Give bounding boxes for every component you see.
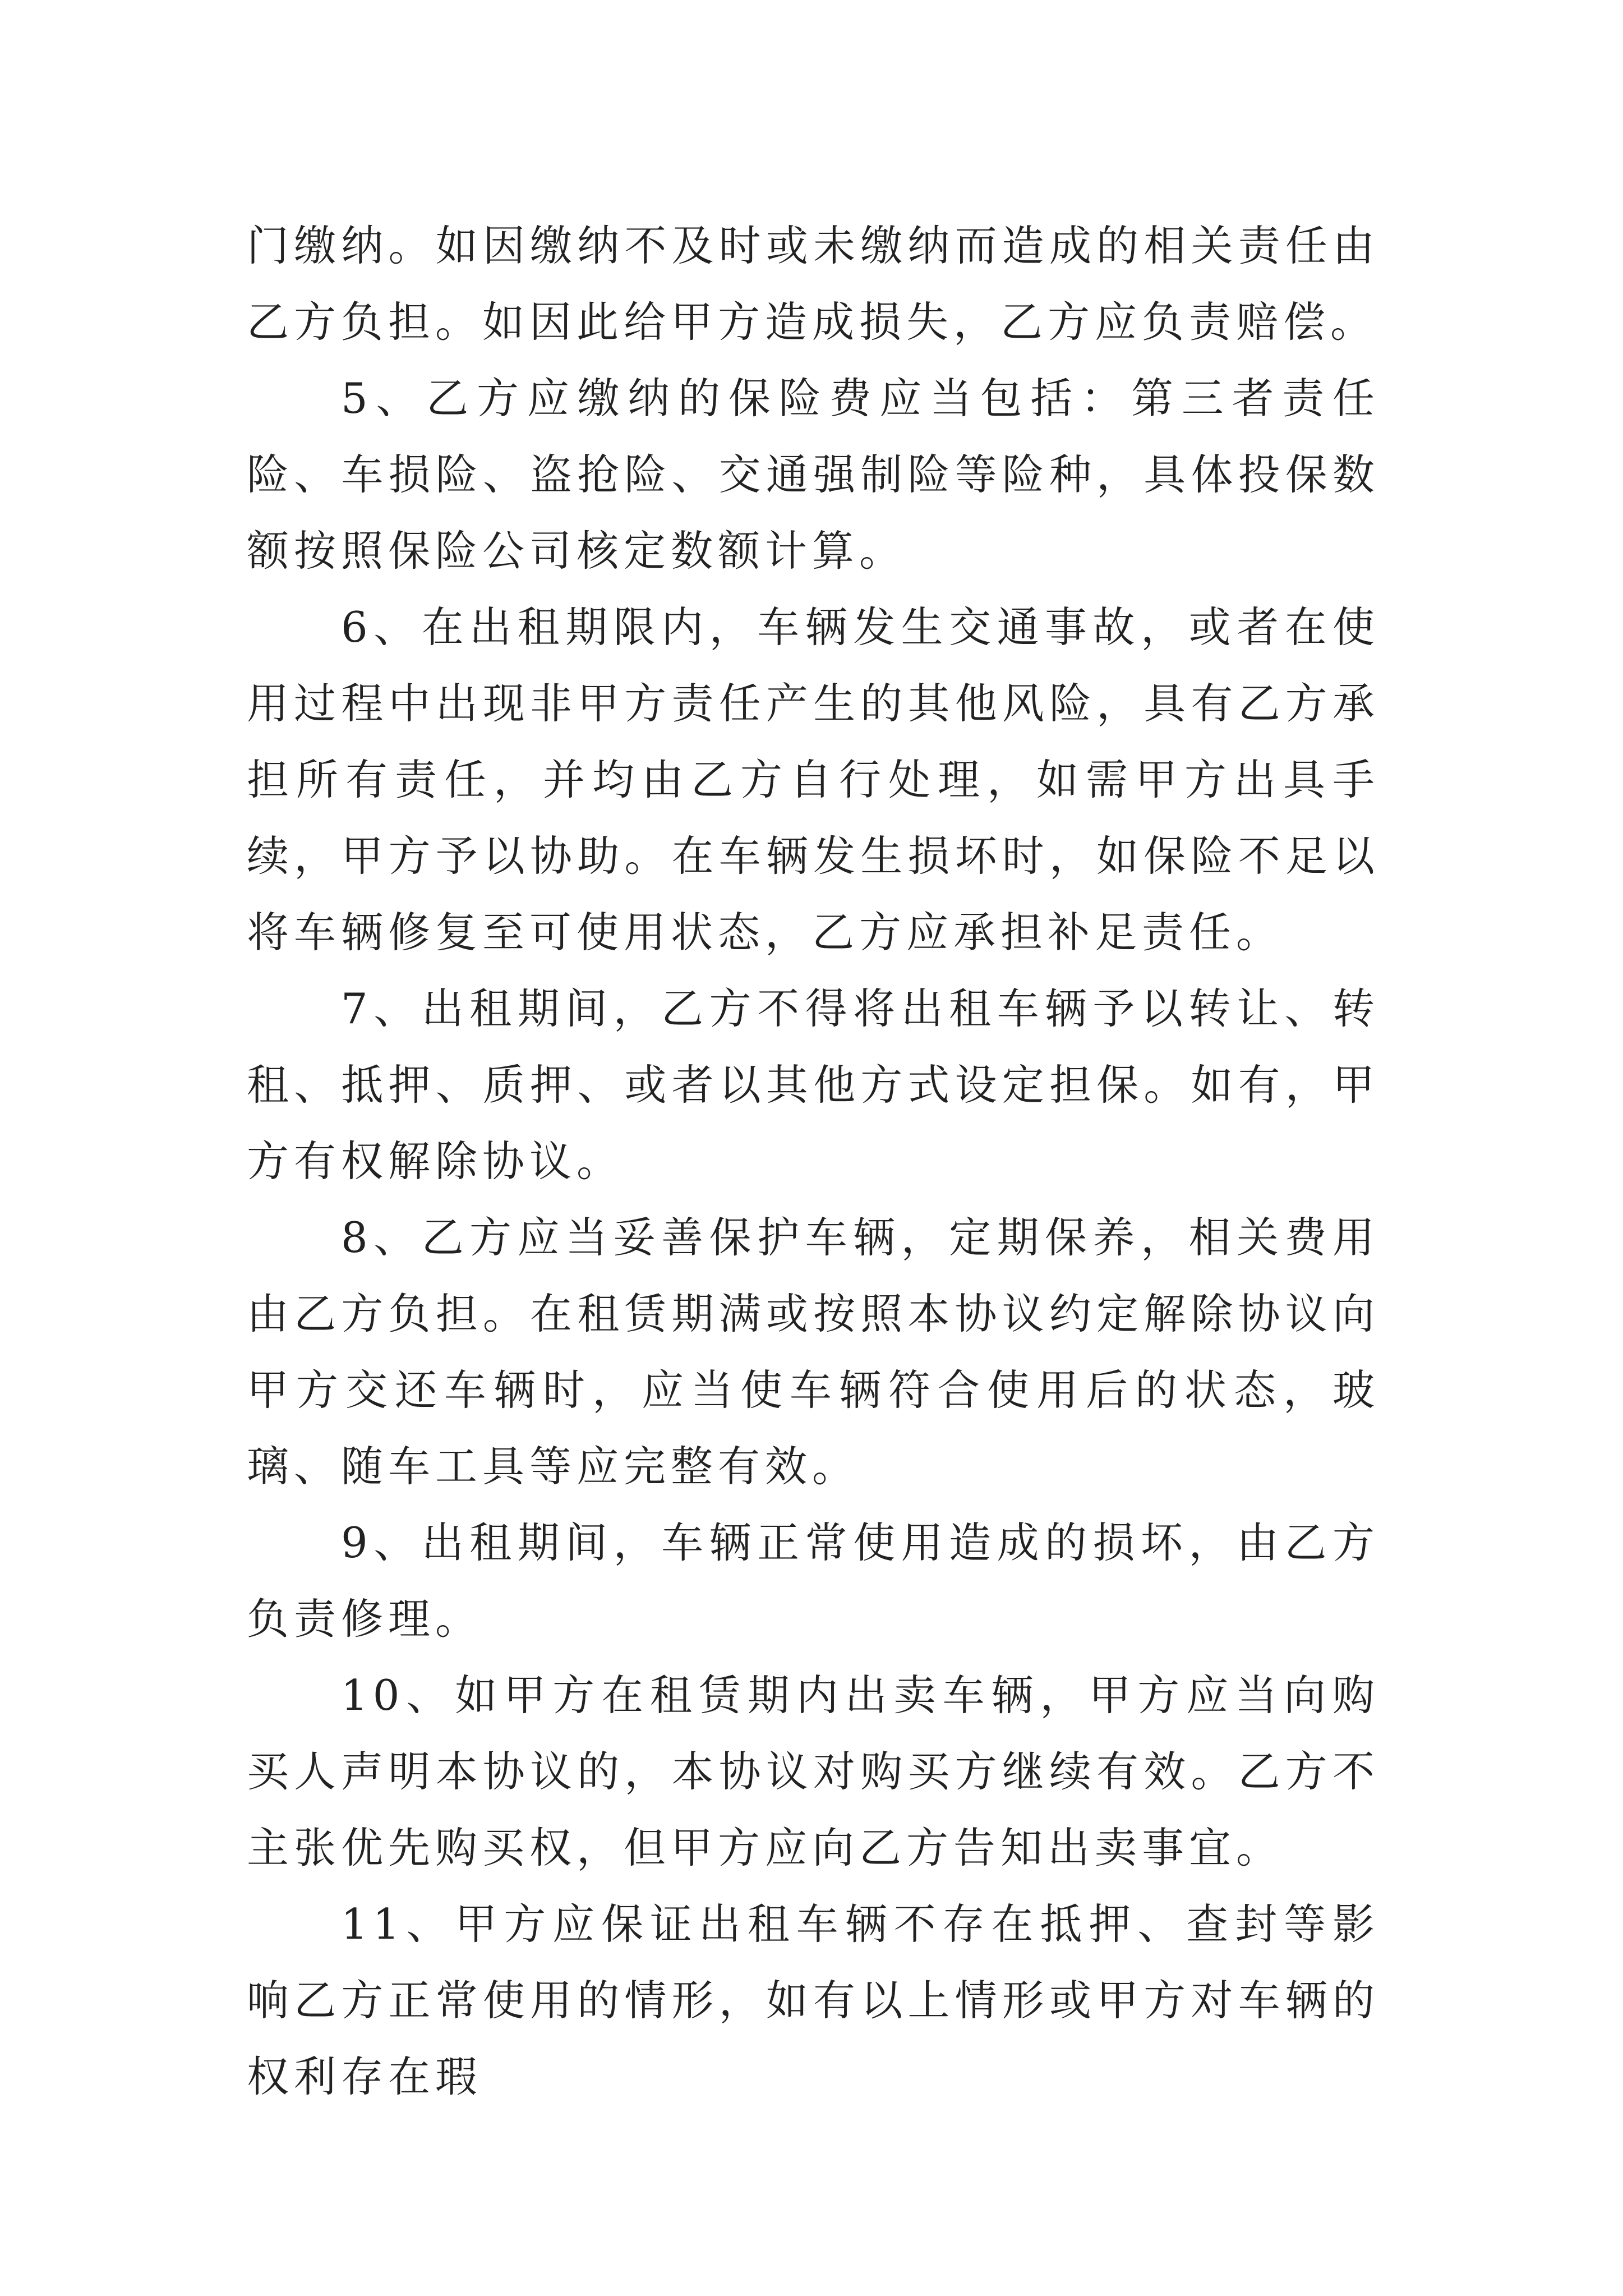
paragraph-clause-6: 6、在出租期限内，车辆发生交通事故，或者在使用过程中出现非甲方责任产生的其他风险，具有乙方承担所有责任，并均由乙方自行处理，如需甲方出具手续，甲方予以协助。在车辆发生损坏时，如保险不足以将车辆修复至可使用状态，乙方应承担补足责任。 [247, 602, 1380, 957]
paragraph-clause-11: 11、甲方应保证出租车辆不存在抵押、查封等影响乙方正常使用的情形，如有以上情形或甲方对车辆的权利存在瑕 [247, 1899, 1380, 2101]
document-body [247, 208, 1380, 2115]
paragraph-clause-5: 5、乙方应缴纳的保险费应当包括：第三者责任险、车损险、盗抢险、交通强制险等险种，具体投保数额按照保险公司核定数额计算。 [247, 374, 1380, 576]
paragraph-continued: 门缴纳。如因缴纳不及时或未缴纳而造成的相关责任由乙方负担。如因此给甲方造成损失，乙方应负责赔偿。 [247, 221, 1380, 347]
paragraph-clause-9: 9、出租期间，车辆正常使用造成的损坏，由乙方负责修理。 [247, 1518, 1380, 1644]
paragraph-clause-7: 7、出租期间，乙方不得将出租车辆予以转让、转租、抵押、质押、或者以其他方式设定担保。如有，甲方有权解除协议。 [247, 984, 1380, 1186]
paragraph-clause-8: 8、乙方应当妥善保护车辆，定期保养，相关费用由乙方负担。在租赁期满或按照本协议约定解除协议向甲方交还车辆时，应当使车辆符合使用后的状态，玻璃、随车工具等应完整有效。 [247, 1213, 1380, 1491]
paragraph-clause-10: 10、如甲方在租赁期内出卖车辆，甲方应当向购买人声明本协议的，本协议对购买方继续有效。乙方不主张优先购买权，但甲方应向乙方告知出卖事宜。 [247, 1671, 1380, 1872]
